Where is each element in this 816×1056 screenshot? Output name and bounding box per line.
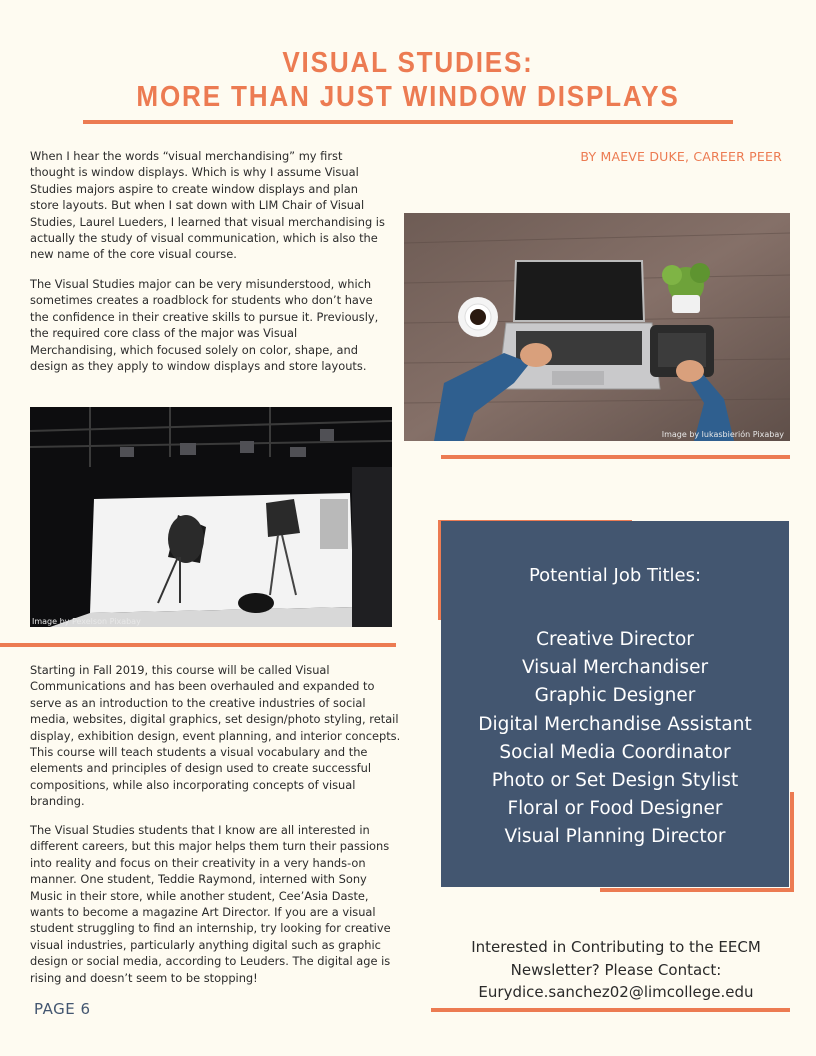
list-item: Creative Director bbox=[536, 629, 694, 650]
laptop-desk-photo bbox=[404, 213, 790, 441]
page-number: PAGE 6 bbox=[34, 1000, 91, 1018]
contact-underline bbox=[431, 1008, 790, 1012]
contact-line1: Interested in Contributing to the EECM bbox=[471, 938, 761, 956]
list-item: Visual Merchandiser bbox=[521, 657, 709, 679]
job-titles-box bbox=[441, 521, 789, 887]
byline: BY MAEVE DUKE, CAREER PEER bbox=[580, 149, 782, 164]
contact-block bbox=[440, 936, 792, 1004]
paragraph-misunderstood: The Visual Studies major can be very misunderstood, which sometimes creates a roadblock for students who don’t have the confidence in their creative skills to pursue it. Previously, the required core class of the major was Visual Merchandising, which focused solely on color, shape, and design as they apply to window displays and store layouts. bbox=[30, 277, 379, 374]
paragraph-fall-2019: Starting in Fall 2019, this course will be called Visual Communications and has been overhauled and expanded to serve as an introduction to the creative industries of social media, websites, digital graphics, set design/photo styling, retail display, exhibition design, event planning, and interior concepts. This course will teach students a visual vocabulary and the elements and principles of design used to create successful compositions, while also incorporating concepts of visual branding. bbox=[30, 663, 401, 809]
laptop-desk-illustration bbox=[404, 213, 790, 441]
job-box-right-accent bbox=[790, 792, 794, 892]
studio-image-credit: Image by Pexelson Pixabay bbox=[32, 617, 141, 626]
paragraph-intro: When I hear the words “visual merchandising” my first thought is window displays. Which is why I assume Visual Studies majors aspire to create window displays and plan store layouts. But when I sat down with LIM Chair of Visual Studies, Laurel Lueders, I learned that visual merchandising is actually the study of visual communication, which is also the new name of the core visual course. bbox=[30, 149, 385, 262]
list-item: Social Media Coordinator bbox=[499, 741, 731, 763]
paragraph-students: The Visual Studies students that I know are all interested in different careers, but this major helps them turn their passions into reality and focus on their creativity in a very hands-on manner. One student, Teddie Raymond, interned with Sony Music in their store, while another student, Cee’Asia Daste, wants to become a magazine Art Director. If you are a visual student struggling to find an internship, try looking for creative visual industries, particularly anything digital such as graphic design or social media, according to Leuders. The digital age is rising and doesn’t seem to be stopping! bbox=[30, 823, 391, 985]
job-titles-heading: Potential Job Titles: bbox=[528, 565, 702, 586]
title-underline bbox=[83, 120, 733, 124]
contact-line2: Newsletter? Please Contact: bbox=[510, 960, 722, 979]
job-box-bottom-accent bbox=[600, 888, 794, 892]
studio-illustration bbox=[30, 407, 392, 627]
page-title-line2: MORE THAN JUST WINDOW DISPLAYS bbox=[136, 81, 680, 113]
list-item: Graphic Designer bbox=[534, 685, 696, 707]
divider-right bbox=[441, 455, 790, 459]
list-item: Floral or Food Designer bbox=[507, 798, 723, 820]
page-title-line1: VISUAL STUDIES: bbox=[282, 47, 534, 79]
divider-left bbox=[0, 643, 396, 647]
photo-studio-photo bbox=[30, 407, 392, 627]
list-item: Digital Merchandise Assistant bbox=[478, 713, 752, 735]
job-titles-list bbox=[441, 626, 789, 852]
laptop-image-credit: Image by lukasbierión Pixabay bbox=[661, 430, 784, 439]
contact-email[interactable]: Eurydice.sanchez02@limcollege.edu bbox=[478, 983, 754, 1001]
list-item: Photo or Set Design Stylist bbox=[491, 770, 739, 792]
list-item: Visual Planning Director bbox=[504, 826, 726, 848]
